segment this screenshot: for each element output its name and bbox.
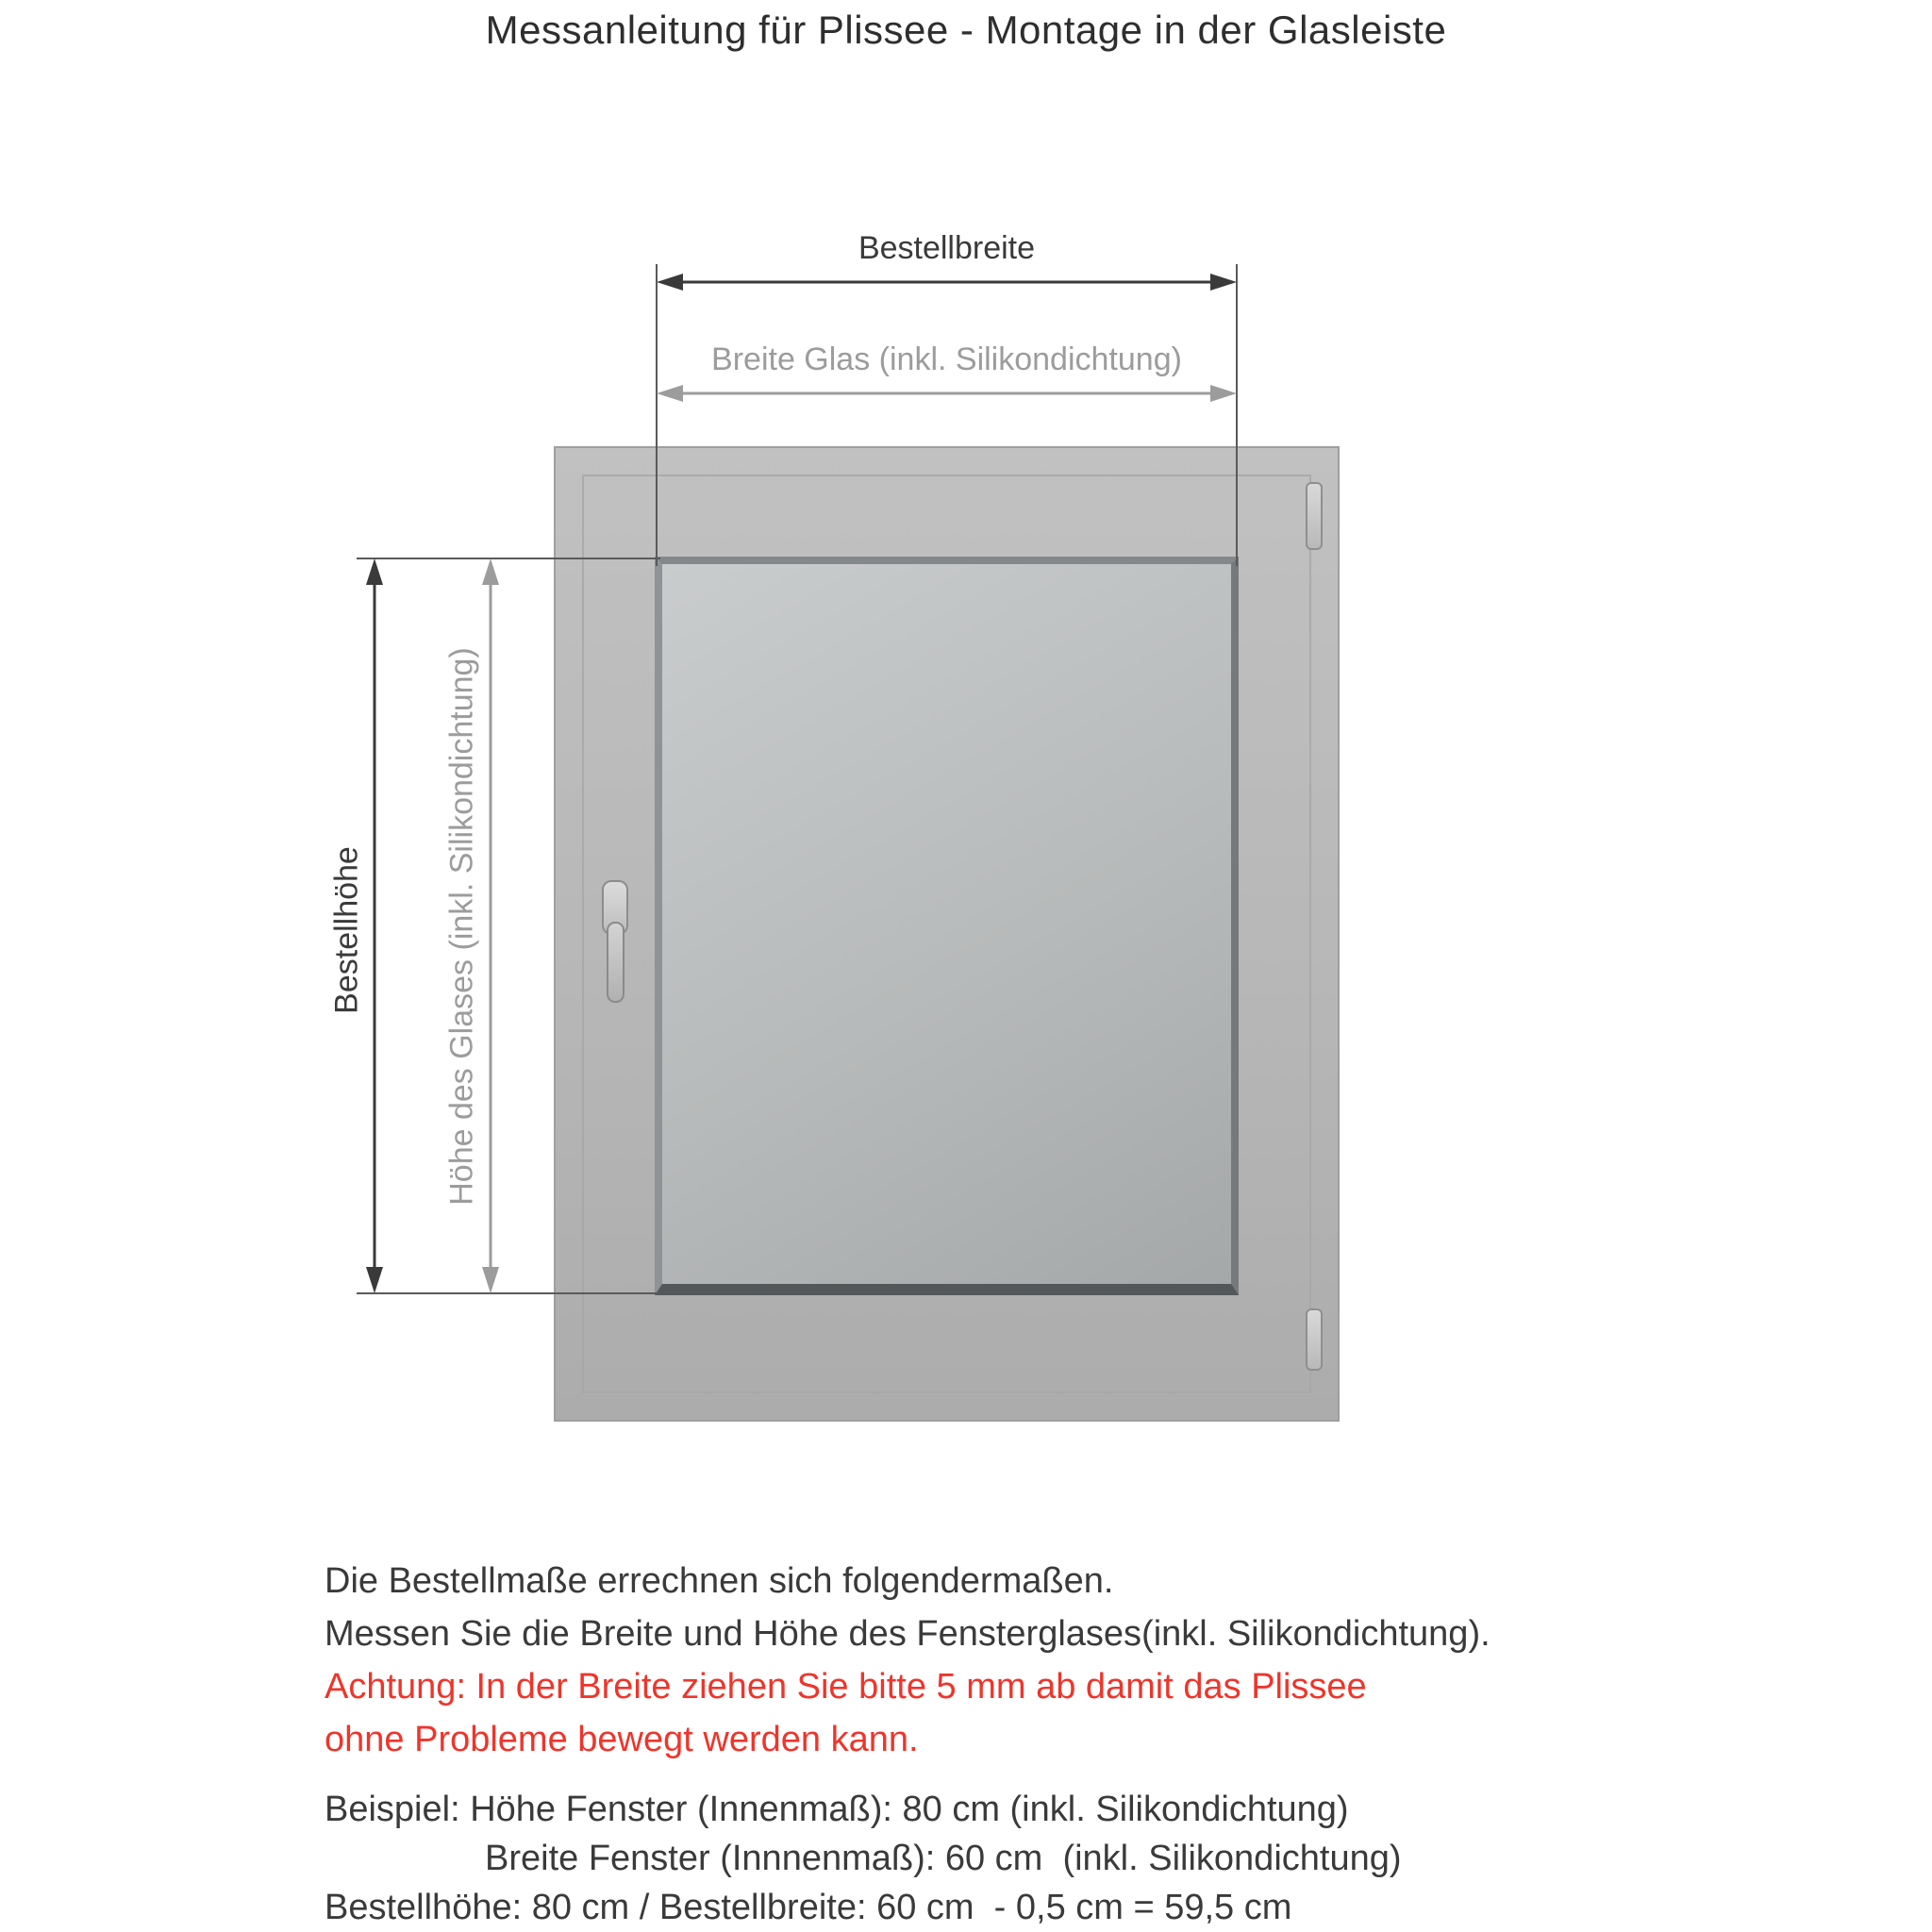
instruction-line-1: Die Bestellmaße errechnen sich folgendermaßen. — [325, 1561, 1114, 1601]
warning-line-2: ohne Probleme bewegt werden kann. — [325, 1720, 919, 1759]
window-hinge-bottom — [1306, 1308, 1323, 1371]
instruction-line-2: Messen Sie die Breite und Höhe des Fensterglases(inkl. Silikondichtung). — [325, 1614, 1491, 1654]
glass-width-arrow — [657, 385, 1237, 402]
window-hinge-top — [1306, 482, 1323, 550]
example-line-1: Beispiel: Höhe Fenster (Innenmaß): 80 cm (inkl. Silikondichtung) — [325, 1790, 1349, 1829]
order-width-arrow — [657, 274, 1237, 291]
glass-height-arrow — [482, 558, 499, 1293]
example-line-3: Bestellhöhe: 80 cm / Bestellbreite: 60 cm - 0,5 cm = 59,5 cm — [325, 1888, 1292, 1927]
label-glass-height: Höhe des Glases (inkl. Silikondichtung) — [443, 647, 480, 1206]
window-handle — [597, 880, 639, 1007]
order-height-arrow — [366, 558, 383, 1293]
example-line-2: Breite Fenster (Innnenmaß): 60 cm (inkl. Silikondichtung) — [485, 1839, 1402, 1878]
label-order-height: Bestellhöhe — [328, 846, 365, 1014]
warning-line-1: Achtung: In der Breite ziehen Sie bitte 5 mm ab damit das Plissee — [325, 1667, 1367, 1707]
window-handle-grip — [607, 922, 625, 1003]
label-glass-width: Breite Glas (inkl. Silikondichtung) — [711, 341, 1182, 377]
page-title: Messanleitung für Plissee - Montage in der Glasleiste — [485, 8, 1447, 52]
example-block — [325, 1785, 1402, 1932]
label-order-width: Bestellbreite — [858, 230, 1036, 266]
window-glass — [655, 557, 1239, 1295]
window-frame — [554, 446, 1340, 1422]
instructions-block — [325, 1555, 1491, 1766]
